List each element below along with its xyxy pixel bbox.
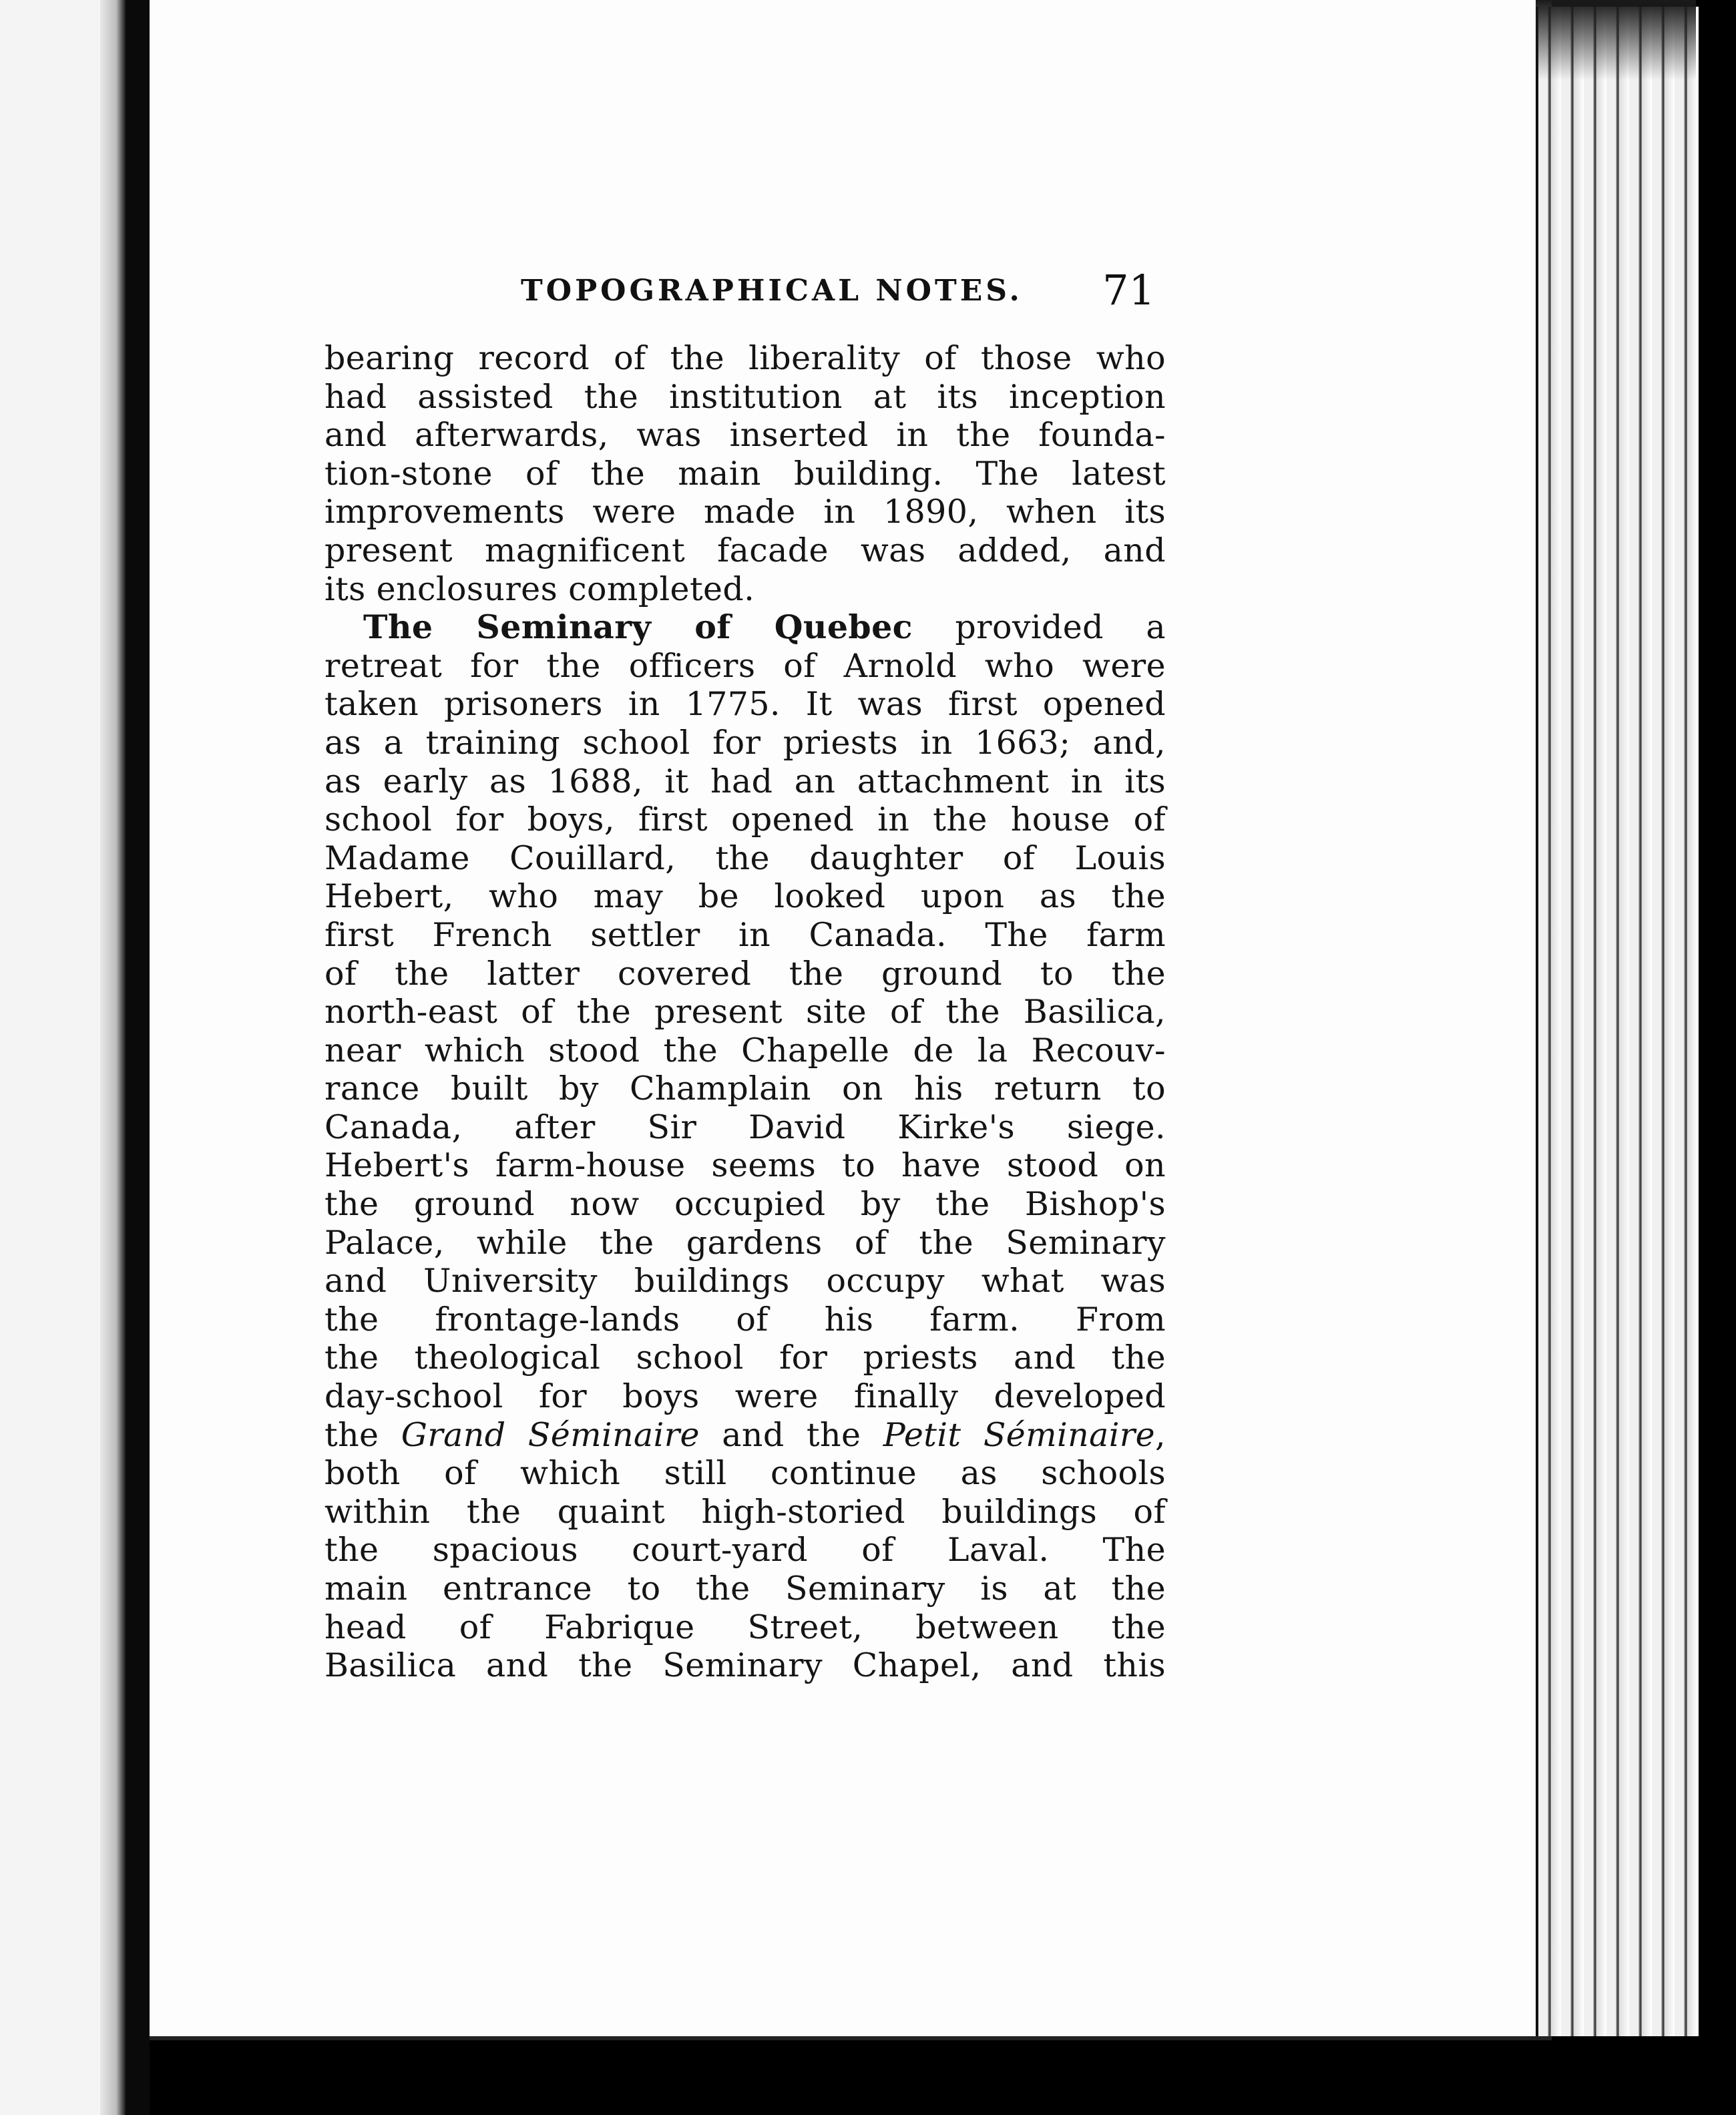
text-line: the ground now occupied by the Bishop's bbox=[324, 1185, 1166, 1224]
text-line: the theological school for priests and the bbox=[324, 1339, 1166, 1377]
text-fragment: , bbox=[1155, 1415, 1166, 1454]
text-line: north-east of the present site of the Basilica, bbox=[324, 993, 1166, 1031]
text-line: bearing record of the liberality of those who bbox=[324, 339, 1166, 377]
text-line bbox=[324, 1416, 1166, 1455]
text-line: present magnificent facade was added, and bbox=[324, 531, 1166, 569]
text-line: had assisted the institution at its inception bbox=[324, 377, 1166, 416]
text-line: its enclosures completed. bbox=[324, 569, 755, 608]
text-line: near which stood the Chapelle de la Recouv- bbox=[324, 1031, 1166, 1070]
text-line: Canada, after Sir David Kirke's siege. bbox=[324, 1108, 1166, 1146]
text-line: improvements were made in 1890, when its bbox=[324, 493, 1166, 531]
page-number: 71 bbox=[1102, 266, 1155, 314]
book-gutter bbox=[127, 0, 150, 2115]
text-line: and University buildings occupy what was bbox=[324, 1262, 1166, 1301]
text-line: rance built by Champlain on his return to bbox=[324, 1070, 1166, 1108]
text-fragment: provided a bbox=[912, 608, 1166, 647]
text-line: and afterwards, was inserted in the founda- bbox=[324, 416, 1166, 455]
text-line: Madame Couillard, the daughter of Louis bbox=[324, 839, 1166, 877]
text-line: main entrance to the Seminary is at the bbox=[324, 1570, 1166, 1608]
text-line: tion-stone of the main building. The latest bbox=[324, 454, 1166, 493]
text-line: retreat for the officers of Arnold who were bbox=[324, 646, 1166, 685]
book-page bbox=[150, 0, 1552, 2040]
paragraph-2 bbox=[324, 608, 1166, 1685]
text-line: the frontage-lands of his farm. From bbox=[324, 1300, 1166, 1339]
page-edges-shadow bbox=[1536, 0, 1696, 80]
text-line: Palace, while the gardens of the Seminary bbox=[324, 1223, 1166, 1262]
running-head: TOPOGRAPHICAL NOTES. bbox=[521, 274, 1023, 308]
text-line: Hebert's farm-house seems to have stood on bbox=[324, 1146, 1166, 1185]
text-fragment: the bbox=[324, 1415, 401, 1454]
page-edges-stack bbox=[1536, 7, 1699, 2036]
text-line: first French settler in Canada. The farm bbox=[324, 915, 1166, 954]
italic-term-petit-seminaire: Petit Séminaire bbox=[883, 1415, 1155, 1454]
facing-page-edge bbox=[0, 0, 127, 2115]
page-header bbox=[521, 266, 1155, 319]
text-line bbox=[324, 608, 1166, 647]
body-text bbox=[324, 339, 1166, 1685]
paragraph-lead-heading: The Seminary of Quebec bbox=[363, 608, 913, 647]
text-line: as early as 1688, it had an attachment in its bbox=[324, 762, 1166, 800]
text-fragment: and the bbox=[699, 1415, 883, 1454]
text-line: both of which still continue as schools bbox=[324, 1454, 1166, 1493]
text-line: Hebert, who may be looked upon as the bbox=[324, 877, 1166, 916]
text-line: day-school for boys were finally developed bbox=[324, 1377, 1166, 1416]
text-line: the spacious court-yard of Laval. The bbox=[324, 1531, 1166, 1570]
text-line: taken prisoners in 1775. It was first opened bbox=[324, 685, 1166, 724]
italic-term-grand-seminaire: Grand Séminaire bbox=[401, 1415, 700, 1454]
text-line: as a training school for priests in 1663; and, bbox=[324, 723, 1166, 762]
text-line: Basilica and the Seminary Chapel, and this bbox=[324, 1646, 1166, 1685]
text-line: school for boys, first opened in the house of bbox=[324, 800, 1166, 839]
text-line: head of Fabrique Street, between the bbox=[324, 1608, 1166, 1646]
paragraph-1 bbox=[324, 339, 1166, 608]
text-line: of the latter covered the ground to the bbox=[324, 954, 1166, 993]
text-line: within the quaint high-storied buildings of bbox=[324, 1492, 1166, 1531]
